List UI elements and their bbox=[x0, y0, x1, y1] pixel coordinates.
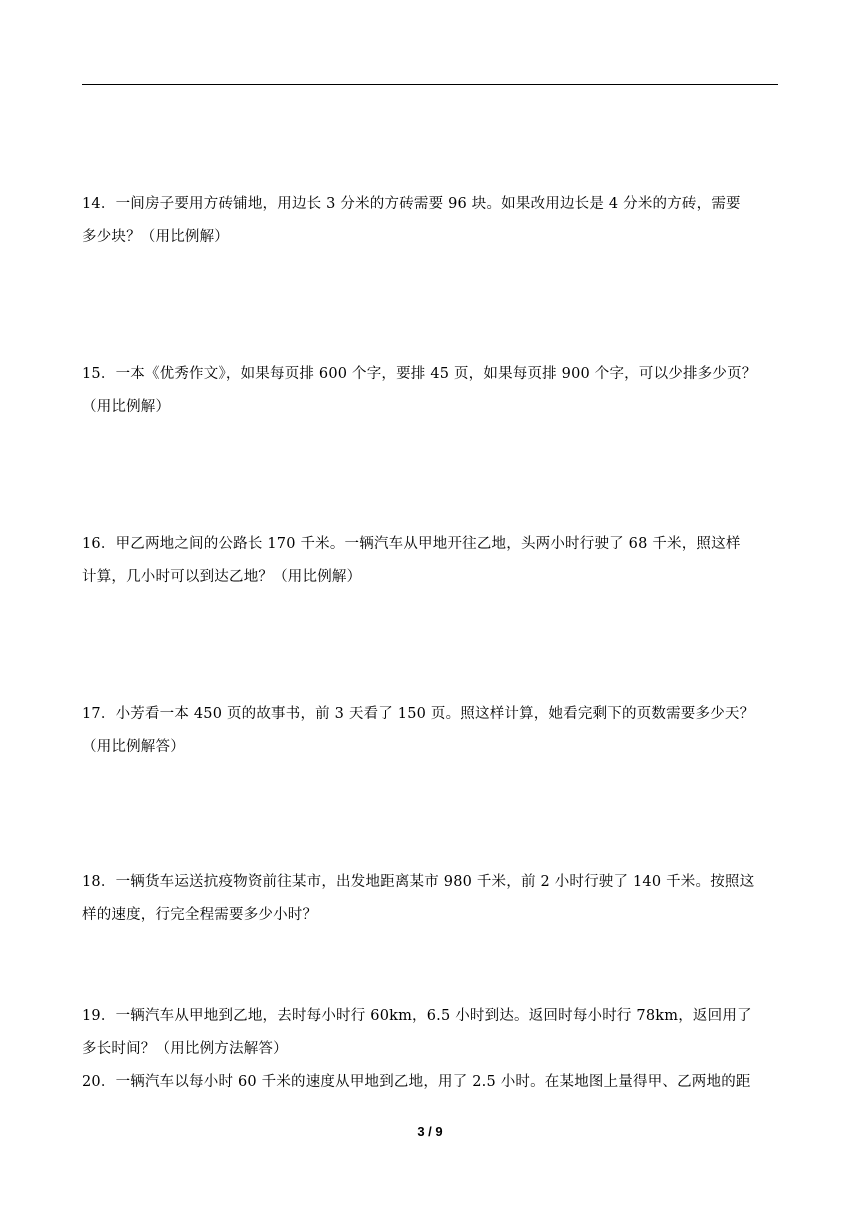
question-line bbox=[82, 866, 782, 899]
question-19 bbox=[82, 1000, 782, 1066]
question-text: 一本《优秀作文》，如果每页排 600 个字，要排 45 页，如果每页排 900 个字，可以少排多少页？ bbox=[115, 366, 757, 382]
question-18 bbox=[82, 866, 782, 932]
question-20 bbox=[82, 1066, 782, 1099]
question-text: 一辆汽车以每小时 60 千米的速度从甲地到乙地，用了 2.5 小时。在某地图上量得甲、乙两地的距 bbox=[115, 1074, 751, 1090]
question-text-continued: 多少块？（用比例解） bbox=[82, 229, 229, 245]
question-number: 18． bbox=[82, 874, 116, 890]
page-indicator: 3 / 9 bbox=[417, 1124, 443, 1139]
question-line bbox=[82, 188, 782, 221]
question-number: 16． bbox=[82, 536, 116, 552]
question-line bbox=[82, 1000, 782, 1033]
question-number: 19． bbox=[82, 1008, 116, 1024]
question-15 bbox=[82, 358, 782, 424]
header-rule bbox=[82, 84, 778, 85]
question-text: 甲乙两地之间的公路长 170 千米。一辆汽车从甲地开往乙地，头两小时行驶了 68 千米，照这样 bbox=[115, 536, 741, 552]
question-number: 15． bbox=[82, 366, 116, 382]
question-number: 14． bbox=[82, 196, 116, 212]
question-text-continued: （用比例解答） bbox=[82, 739, 185, 755]
question-text: 小芳看一本 450 页的故事书，前 3 天看了 150 页。照这样计算，她看完剩下的页数需要多少天？ bbox=[115, 706, 755, 722]
question-line bbox=[82, 358, 782, 391]
question-line bbox=[82, 698, 782, 731]
question-text-continued: 多长时间？（用比例方法解答） bbox=[82, 1041, 288, 1057]
question-line bbox=[82, 1066, 782, 1099]
question-number: 17． bbox=[82, 706, 116, 722]
question-17 bbox=[82, 698, 782, 764]
question-text-continued: （用比例解） bbox=[82, 399, 171, 415]
question-text-continued: 计算，几小时可以到达乙地？（用比例解） bbox=[82, 569, 362, 585]
question-text: 一间房子要用方砖铺地，用边长 3 分米的方砖需要 96 块。如果改用边长是 4 分米的方砖，需要 bbox=[115, 196, 741, 212]
question-number: 20． bbox=[82, 1074, 116, 1090]
question-line bbox=[82, 528, 782, 561]
question-text-continued: 样的速度，行完全程需要多少小时？ bbox=[82, 907, 318, 923]
question-16 bbox=[82, 528, 782, 594]
question-text: 一辆汽车从甲地到乙地，去时每小时行 60km，6.5 小时到达。返回时每小时行 78km，返回用了 bbox=[115, 1008, 752, 1024]
question-14 bbox=[82, 188, 782, 254]
question-text: 一辆货车运送抗疫物资前往某市，出发地距离某市 980 千米，前 2 小时行驶了 140 千米。按照这 bbox=[115, 874, 755, 890]
